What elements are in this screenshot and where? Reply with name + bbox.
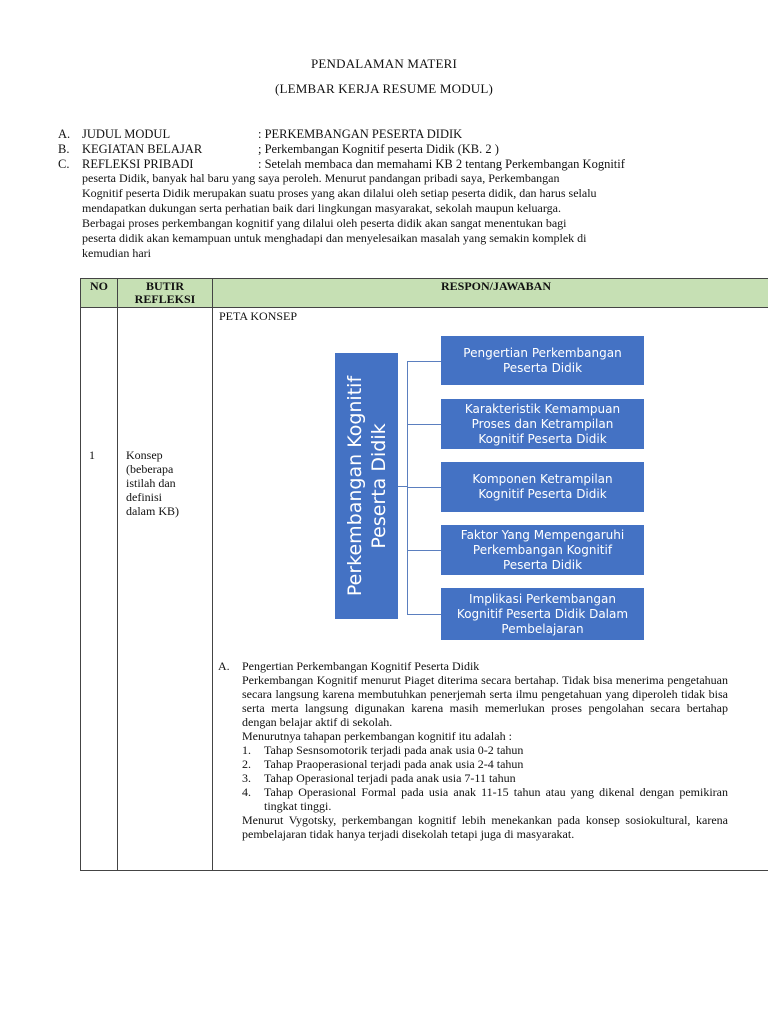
connector-line xyxy=(398,486,407,487)
concept-box-line: Proses dan Ketrampilan xyxy=(471,416,614,431)
section-a-key: A. xyxy=(218,659,230,673)
peta-konsep-label: PETA KONSEP xyxy=(219,309,298,323)
butir-line: definisi xyxy=(126,490,162,504)
section-a-paragraph: Menurut Vygotsky, perkembangan kognitif lebih menekankan pada konsep sosiokultural, karena pembelajaran tidak hanya terjadi disekolah tetapi juga di masyarakat. xyxy=(242,813,728,841)
concept-box-implikasi xyxy=(441,588,644,640)
row-number: 1 xyxy=(89,448,95,462)
header-respon xyxy=(213,279,768,308)
section-a-heading xyxy=(218,659,738,673)
header-no-label: NO xyxy=(90,279,108,293)
stage-list xyxy=(242,743,728,813)
center-label xyxy=(343,376,391,596)
module-meta xyxy=(58,127,708,172)
concept-box-line: Komponen Ketrampilan xyxy=(472,472,613,486)
connector-line xyxy=(407,424,441,425)
reflection-line: peserta didik akan kemampuan untuk menghadapi dan menyelesaikan masalah yang semakin komplek di xyxy=(82,231,587,245)
meta-label: KEGIATAN BELAJAR xyxy=(82,142,203,156)
concept-box-line: Implikasi Perkembangan xyxy=(469,591,616,606)
butir-line: Konsep xyxy=(126,448,163,462)
concept-box-line: Kognitif Peserta Didik Dalam xyxy=(456,606,629,621)
list-item-number: 1. xyxy=(242,743,251,757)
header-butir-line2: REFLEKSI xyxy=(134,292,196,306)
connector-line xyxy=(407,361,408,615)
meta-key: C. xyxy=(58,157,70,171)
concept-box-line: Faktor Yang Mempengaruhi xyxy=(460,527,625,542)
butir-line: istilah dan xyxy=(126,476,176,490)
butir-text xyxy=(118,308,212,518)
meta-value: : Setelah membaca dan memahami KB 2 tentang Perkembangan Kognitif xyxy=(258,157,625,171)
meta-label: REFLEKSI PRIBADI xyxy=(82,157,194,171)
cell-butir xyxy=(118,308,213,871)
concept-box-karakteristik xyxy=(441,399,644,449)
connector-line xyxy=(407,361,441,362)
connector-line xyxy=(407,550,441,551)
butir-line: (beberapa xyxy=(126,462,174,476)
meta-value: ; Perkembangan Kognitif peserta Didik (KB. 2 ) xyxy=(258,142,499,156)
list-item-text: Tahap Operasional Formal pada usia anak 11-15 tahun atau yang dikenal dengan pemikiran tingkat tinggi. xyxy=(264,785,728,813)
concept-box-line: Kognitif Peserta Didik xyxy=(478,487,607,501)
page-title: PENDALAMAN MATERI xyxy=(310,56,458,71)
page-subtitle: (LEMBAR KERJA RESUME MODUL) xyxy=(274,81,494,96)
meta-value: : PERKEMBANGAN PESERTA DIDIK xyxy=(258,127,463,141)
section-a-paragraph: Perkembangan Kognitif menurut Piaget diterima secara bertahap. Tidak bisa menerima pengetahuan secara langsung karena membutuhkan penerjemah serta ilmu pengetahuan yang diperoleh tidak bisa serta merta langsung digunakan karena masih memerlukan proses pengolahan secara bertahap dengan belajar aktif di sekolah. xyxy=(242,673,728,729)
meta-row-judul xyxy=(58,127,708,142)
concept-map-center xyxy=(335,353,398,619)
section-a-heading-text: Pengertian Perkembangan Kognitif Peserta Didik xyxy=(242,659,480,673)
center-label-line: Peserta Didik xyxy=(367,423,390,549)
butir-line: dalam KB) xyxy=(126,504,179,518)
section-a-body xyxy=(218,673,728,841)
reflection-paragraph xyxy=(82,171,712,261)
concept-box-line: Peserta Didik xyxy=(502,360,583,375)
reflection-line: mendapatkan dukungan serta perhatian baik dari lingkungan masyarakat, sekolah maupun keluarga. xyxy=(82,201,561,215)
header-butir-line1: BUTIR xyxy=(145,279,184,293)
reflection-line: Kognitif peserta Didik merupakan suatu proses yang akan dilalui oleh setiap peserta didik, dan harus selalu xyxy=(82,186,597,200)
list-item-number: 2. xyxy=(242,757,251,771)
list-item-number: 3. xyxy=(242,771,251,785)
reflection-line: peserta Didik, banyak hal baru yang saya peroleh. Menurut pandangan pribadi saya, Perkembangan xyxy=(82,171,560,185)
meta-key: B. xyxy=(58,142,70,156)
concept-box-line: Perkembangan Kognitif xyxy=(472,542,613,557)
header-respon-label: RESPON/JAWABAN xyxy=(440,279,551,293)
section-a xyxy=(218,659,738,841)
concept-box-line: Peserta Didik xyxy=(502,557,583,572)
concept-box-line: Pembelajaran xyxy=(501,621,584,636)
meta-row-refleksi xyxy=(58,157,708,172)
list-item-text: Tahap Sesnsomotorik terjadi pada anak usia 0-2 tahun xyxy=(264,743,524,757)
meta-row-kegiatan xyxy=(58,142,708,157)
list-item-text: Tahap Praoperasional terjadi pada anak usia 2-4 tahun xyxy=(264,757,524,771)
header-butir xyxy=(118,279,213,308)
connector-line xyxy=(407,614,441,615)
connector-line xyxy=(407,487,441,488)
list-item xyxy=(242,757,728,771)
cell-no xyxy=(81,308,118,871)
list-item-text: Tahap Operasional terjadi pada anak usia 7-11 tahun xyxy=(264,771,516,785)
header-no xyxy=(81,279,118,308)
meta-label: JUDUL MODUL xyxy=(82,127,171,141)
concept-box-komponen xyxy=(441,462,644,512)
center-label-line: Perkembangan Kognitif xyxy=(343,375,366,597)
concept-box-line: Kognitif Peserta Didik xyxy=(478,431,607,446)
list-item-number: 4. xyxy=(242,785,251,799)
reflection-line: Berbagai proses perkembangan kognitif yang dilalui oleh peserta didik akan sangat menentukan bagi xyxy=(82,216,567,230)
concept-box-pengertian xyxy=(441,336,644,385)
concept-box-line: Pengertian Perkembangan xyxy=(463,345,622,360)
list-item xyxy=(242,771,728,785)
concept-box-faktor xyxy=(441,525,644,575)
section-a-list-intro: Menurutnya tahapan perkembangan kognitif itu adalah : xyxy=(242,729,512,743)
concept-box-line: Karakteristik Kemampuan xyxy=(464,401,621,416)
reflection-line: kemudian hari xyxy=(82,246,151,260)
table-header-row xyxy=(81,279,768,308)
list-item xyxy=(242,785,728,813)
meta-key: A. xyxy=(58,127,71,141)
list-item xyxy=(242,743,728,757)
